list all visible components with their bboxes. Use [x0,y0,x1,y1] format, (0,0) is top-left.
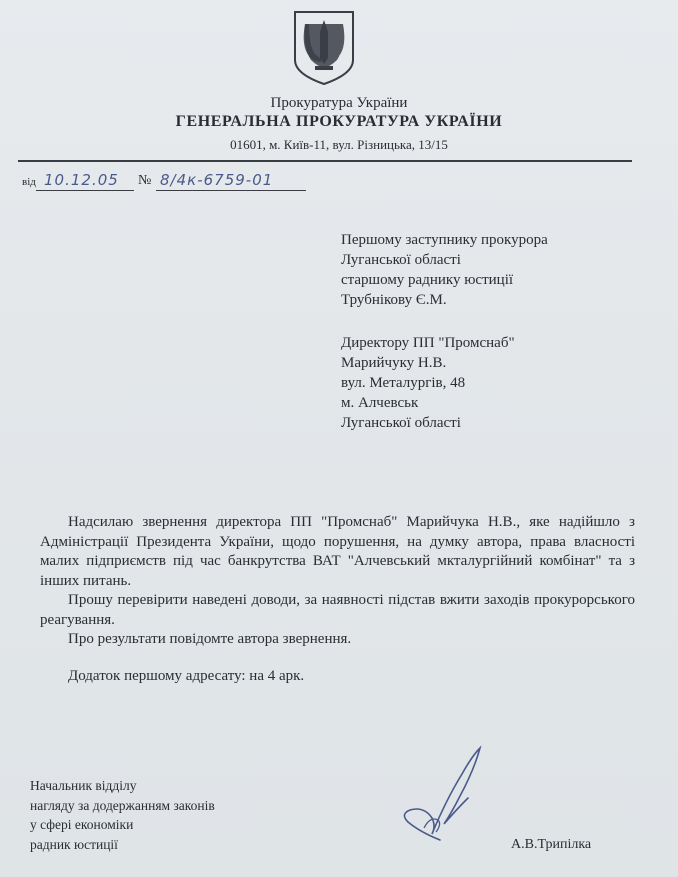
org-name: ГЕНЕРАЛЬНА ПРОКУРАТУРА УКРАЇНИ [175,113,503,130]
position-line: нагляду за додержанням законів [30,797,215,813]
recipient-2 [341,333,515,433]
number-label: № [138,173,152,188]
position-line: Начальник відділу [30,778,137,793]
recipient-line: Луганської області [341,252,461,268]
recipient-line: Директору ПП "Промснаб" [341,335,515,351]
position-line: радник юстиції [30,836,118,852]
body-paragraph: Прошу перевірити наведені доводи, за наявності підстав вжити заходів прокурорського реагування. [40,592,635,628]
letter-body [40,513,635,686]
org-line: Прокуратура України [270,95,408,111]
recipient-line: Луганської області [341,415,461,431]
date-label: від [22,176,36,188]
org-address: 01601, м. Київ-11, вул. Різницька, 13/15 [230,137,448,152]
number-handwritten: 8/4к-6759-01 [160,171,274,189]
number-line [156,190,306,191]
recipient-line: Трубнікову Є.М. [341,292,447,308]
recipient-line: старшому раднику юстиції [341,272,514,288]
attachment-note: Додаток першому адресату: на 4 арк. [68,667,305,684]
body-paragraph: Надсилаю звернення директора ПП "Промснаб" Марийчука Н.В., яке надійшло з Адміністрації Президента України, щодо порушення, на думку автора, права власності малих підприємств під час банкрутства ВАТ "Алчевський мкталургійний комбінат" та з інших питань. [40,514,635,589]
recipient-line: вул. Металургів, 48 [341,375,466,391]
date-handwritten: 10.12.05 [44,171,119,189]
body-paragraph: Про результати повідомте автора звернення. [68,631,352,647]
recipient-line: Першому заступнику прокурора [341,232,548,248]
header-divider [18,160,632,162]
recipient-line: Марийчуку Н.В. [341,355,447,371]
signatory-position [30,776,215,854]
signatory-name: А.В.Трипілка [511,837,592,852]
position-line: у сфері економіки [30,817,134,832]
handwritten-signature-icon [380,740,500,850]
recipient-1 [341,230,548,310]
trident-emblem-icon [291,8,357,86]
date-line [36,190,134,191]
recipient-line: м. Алчевськ [341,395,419,411]
